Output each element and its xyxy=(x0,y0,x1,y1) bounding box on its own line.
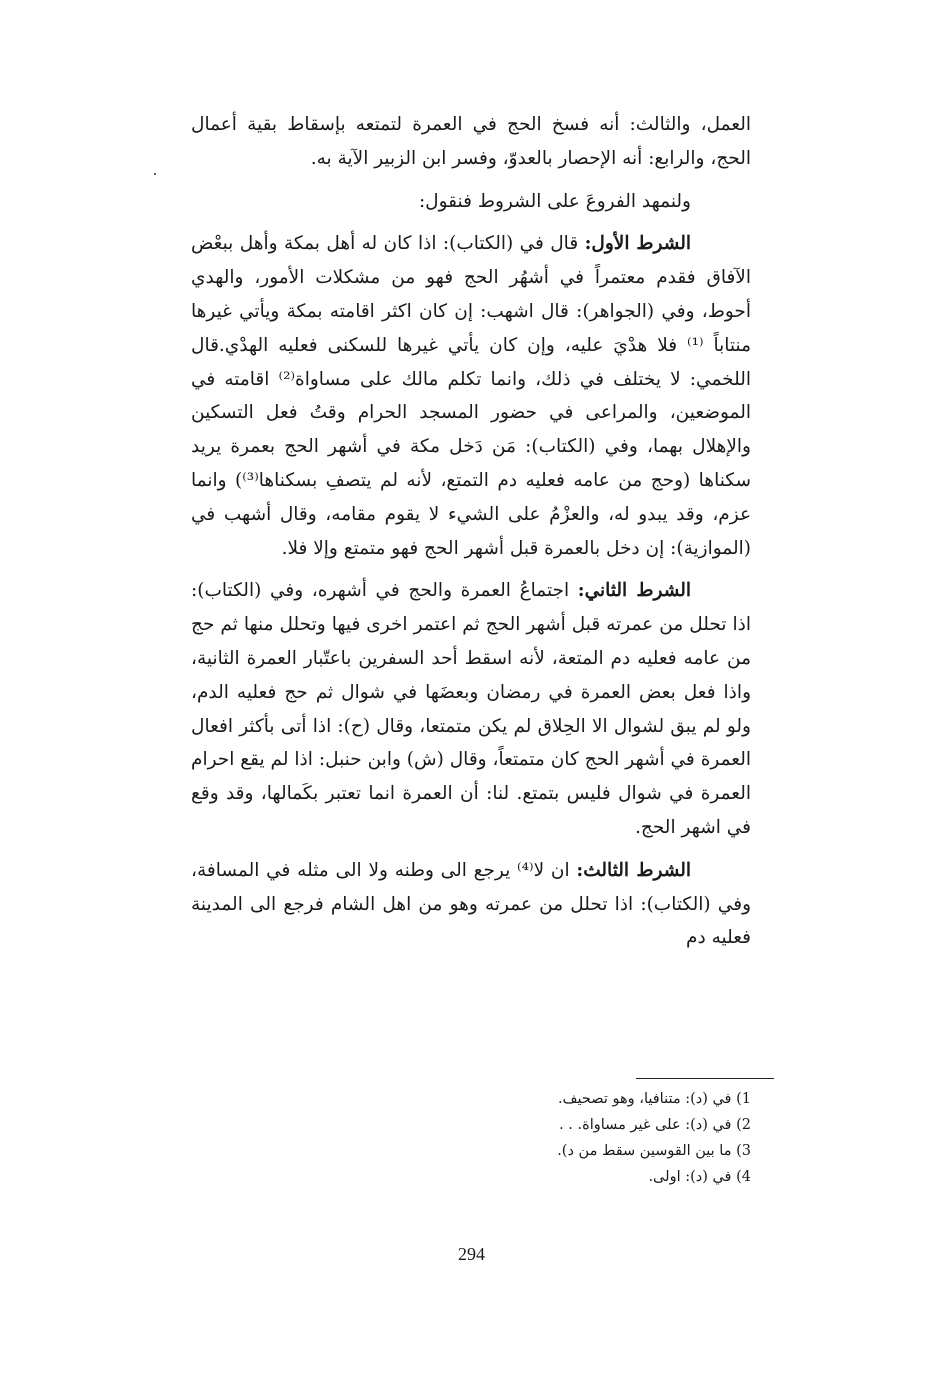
condition-2-text: اجتماعُ العمرة والحج في أشهره، وفي (الكتاب): اذا تحلل من عمرته قبل أشهر الحج ثم اعتمر اخرى فيها وتحلل منها ثم حج من عامه فعليه دم المتعة، لأنه اسقط أحد السفرين باعتّبار العمرة الثانية، واذا فعل بعض العمرة في رمضان وبعضَها في شوال ثم حج فعليه الدم، ولو لم يبق لشوال الا الحِلاق لم يكن متمتعا، وقال (ح): اذا أتى بأكثر افعال العمرة في أشهر الحج كان متمتعاً، وقال (ش) وابن حنبل: اذا لم يقع احرام العمرة في شوال فليس بتمتع. لنا: أن العمرة انما تعتبر بكَمالها، وقد وقع في اشهر الحج. xyxy=(191,580,751,838)
paragraph-2 xyxy=(191,185,751,219)
condition-1-heading: الشرط الأول: xyxy=(584,233,692,255)
paragraph-condition-3 xyxy=(191,854,751,955)
paragraph-1 xyxy=(191,108,751,176)
footnote-2: 2) في (د): على غير مساواة. . . xyxy=(559,1117,751,1133)
main-text xyxy=(191,108,751,955)
paragraph-1-text: العمل، والثالث: أنه فسخ الحج في العمرة لتمتعه بإسقاط بقية أعمال الحج، والرابع: أنه الإحصار بالعدوّ، وفسر ابن الزبير الآية به. xyxy=(191,114,751,169)
page-number: 294 xyxy=(458,1244,485,1264)
paragraph-2-text: ولنمهد الفروعَ على الشروط فنقول: xyxy=(418,190,691,212)
paragraph-condition-1 xyxy=(191,227,751,565)
footnotes xyxy=(191,1086,751,1190)
footnote-1: 1) في (د): متنافيا، وهو تصحيف. xyxy=(557,1091,751,1107)
scan-speck xyxy=(154,173,156,175)
paragraph-condition-2 xyxy=(191,574,751,844)
condition-1-text: قال في (الكتاب): اذا كان له أهل بمكة وأهل ببعْض الآفاق فقدم معتمراً في أشهُر الحج فهو من مشكلات الأمور، والهدي أحوط، وفي (الجواهر): قال اشهب: إن كان اكثر اقامته بمكة ويأتي غيرها منتاباً ⁽¹⁾ فلا هدْيَ عليه، وإن كان يأتي غيرها للسكنى فعليه الهدْي.قال اللخمي: لا يختلف في ذلك، وانما تكلم مالك على مساواة⁽²⁾ اقامته في الموضعين، والمراعى في حضور المسجد الحرام وقتُ فعل التسكين والإهلال بهما، وفي (الكتاب): مَن دَخل مكة في أشهر الحج بعمرة يريد سكناها (وحج من عامه فعليه دم التمتع، لأنه لم يتصفِ بسكناها⁽³⁾) وانما عزم، وقد يبدو له، والعزْمُ على الشيء لا يقوم مقامه، وقال أشهب في (الموازية): إن دخل بالعمرة قبل أشهر الحج فهو متمتع وإلا فلا. xyxy=(191,233,752,559)
footnote-3: 3) ما بين القوسين سقط من د). xyxy=(557,1143,751,1159)
condition-2-heading: الشرط الثاني: xyxy=(577,580,691,602)
footnote-separator xyxy=(636,1078,774,1079)
condition-3-heading: الشرط الثالث: xyxy=(576,859,691,881)
footnote-4: 4) في (د): اولى. xyxy=(648,1169,751,1185)
condition-3-text: ان لا⁽⁴⁾ يرجع الى وطنه ولا الى مثله في المسافة، وفي (الكتاب): اذا تحلل من عمرته وهو من اهل الشام فرجع الى المدينة فعليه دم xyxy=(191,859,751,949)
